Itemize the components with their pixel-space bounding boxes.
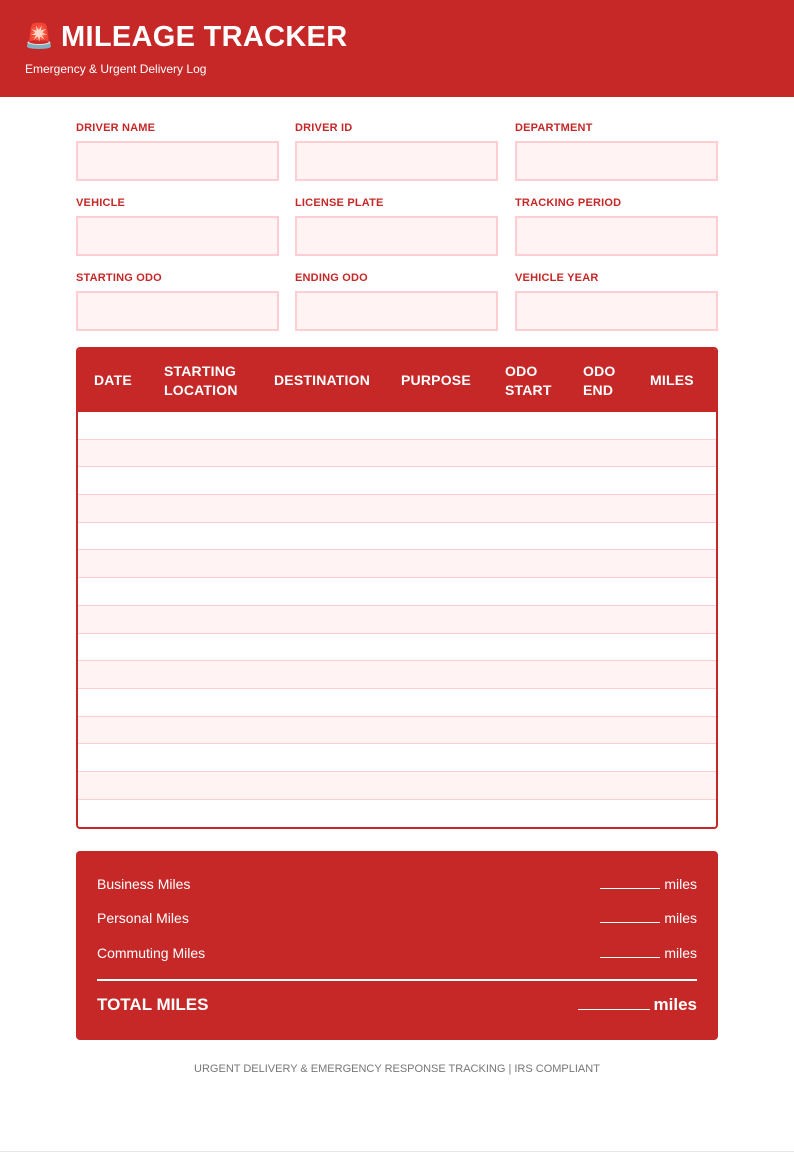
table-header — [78, 349, 716, 412]
total-miles-value[interactable] — [578, 995, 697, 1015]
column-header-starting-location — [164, 349, 238, 412]
column-header-purpose — [401, 349, 471, 412]
ending-odo-input[interactable] — [295, 291, 498, 331]
ending-odo-label: ENDING ODO — [295, 272, 368, 284]
commuting-miles-label: Commuting Miles — [97, 945, 206, 961]
ending-odo-field-group — [295, 272, 498, 331]
table-row[interactable] — [78, 661, 716, 689]
column-header-miles — [650, 349, 694, 412]
table-body — [78, 412, 716, 827]
commuting-miles-value[interactable] — [600, 945, 697, 961]
table-row[interactable] — [78, 606, 716, 634]
starting-odo-label: STARTING ODO — [76, 272, 162, 284]
total-miles-label: TOTAL MILES — [97, 995, 209, 1014]
department-field-group — [515, 122, 718, 181]
column-header-label: PURPOSE — [401, 372, 471, 388]
personal-miles-blank[interactable] — [600, 911, 660, 923]
vehicle-year-input[interactable] — [515, 291, 718, 331]
column-header-label: ODO — [505, 362, 538, 379]
column-header-odo-end — [583, 349, 616, 412]
page-title: MILEAGE TRACKER — [61, 21, 348, 53]
table-row[interactable] — [78, 717, 716, 745]
vehicle-input[interactable] — [76, 216, 279, 256]
commuting-miles-blank[interactable] — [600, 946, 660, 958]
table-row[interactable] — [78, 578, 716, 606]
license-plate-label: LICENSE PLATE — [295, 197, 384, 209]
vehicle-year-field-group — [515, 272, 718, 331]
tracking-period-field-group — [515, 197, 718, 256]
table-row[interactable] — [78, 689, 716, 717]
driver-name-label: DRIVER NAME — [76, 122, 156, 134]
column-header-odo-start — [505, 349, 552, 412]
siren-icon: 🚨 — [24, 23, 54, 50]
driver-name-field-group — [76, 122, 279, 181]
column-header-label: DESTINATION — [274, 372, 371, 388]
tracking-period-label: TRACKING PERIOD — [515, 197, 622, 209]
column-header-label: LOCATION — [164, 381, 238, 398]
vehicle-label: VEHICLE — [76, 197, 126, 209]
column-header-label: MILES — [650, 372, 694, 388]
table-row[interactable] — [78, 467, 716, 495]
column-header-label: DATE — [94, 372, 132, 388]
table-row[interactable] — [78, 412, 716, 440]
column-header-label: ODO — [583, 362, 616, 379]
unit-label: miles — [664, 945, 697, 961]
unit-label: miles — [664, 876, 697, 892]
business-miles-row — [97, 876, 697, 892]
vehicle-year-label: VEHICLE YEAR — [515, 272, 599, 284]
table-row[interactable] — [78, 495, 716, 523]
trip-log-table — [76, 347, 718, 829]
tracking-period-input[interactable] — [515, 216, 718, 256]
unit-label: miles — [664, 910, 697, 926]
starting-odo-input[interactable] — [76, 291, 279, 331]
department-label: DEPARTMENT — [515, 122, 593, 134]
driver-id-field-group — [295, 122, 498, 181]
title-row — [24, 20, 347, 54]
vehicle-field-group — [76, 197, 279, 256]
business-miles-value[interactable] — [600, 876, 697, 892]
summary-divider — [97, 979, 697, 981]
mileage-summary — [76, 851, 718, 1040]
driver-id-input[interactable] — [295, 141, 498, 181]
driver-name-input[interactable] — [76, 141, 279, 181]
table-row[interactable] — [78, 523, 716, 551]
table-row[interactable] — [78, 800, 716, 828]
starting-odo-field-group — [76, 272, 279, 331]
table-row[interactable] — [78, 634, 716, 662]
total-miles-blank[interactable] — [578, 998, 650, 1010]
column-header-date — [94, 349, 132, 412]
unit-label: miles — [653, 995, 697, 1014]
business-miles-blank[interactable] — [600, 877, 660, 889]
personal-miles-row — [97, 910, 697, 926]
driver-id-label: DRIVER ID — [295, 122, 353, 134]
table-row[interactable] — [78, 550, 716, 578]
commuting-miles-row — [97, 945, 697, 961]
page-subtitle: Emergency & Urgent Delivery Log — [25, 62, 207, 76]
footer-note: URGENT DELIVERY & EMERGENCY RESPONSE TRACKING | IRS COMPLIANT — [194, 1063, 600, 1075]
table-row[interactable] — [78, 772, 716, 800]
column-header-label: START — [505, 381, 552, 398]
page-bottom-divider — [0, 1151, 794, 1152]
total-miles-row — [97, 995, 697, 1015]
business-miles-label: Business Miles — [97, 876, 191, 892]
personal-miles-value[interactable] — [600, 910, 697, 926]
column-header-destination — [274, 349, 370, 412]
column-header-label: STARTING — [164, 362, 237, 379]
column-header-label: END — [583, 381, 614, 398]
license-plate-field-group — [295, 197, 498, 256]
license-plate-input[interactable] — [295, 216, 498, 256]
table-row[interactable] — [78, 440, 716, 468]
personal-miles-label: Personal Miles — [97, 910, 189, 926]
table-row[interactable] — [78, 744, 716, 772]
page-header — [0, 0, 794, 97]
department-input[interactable] — [515, 141, 718, 181]
